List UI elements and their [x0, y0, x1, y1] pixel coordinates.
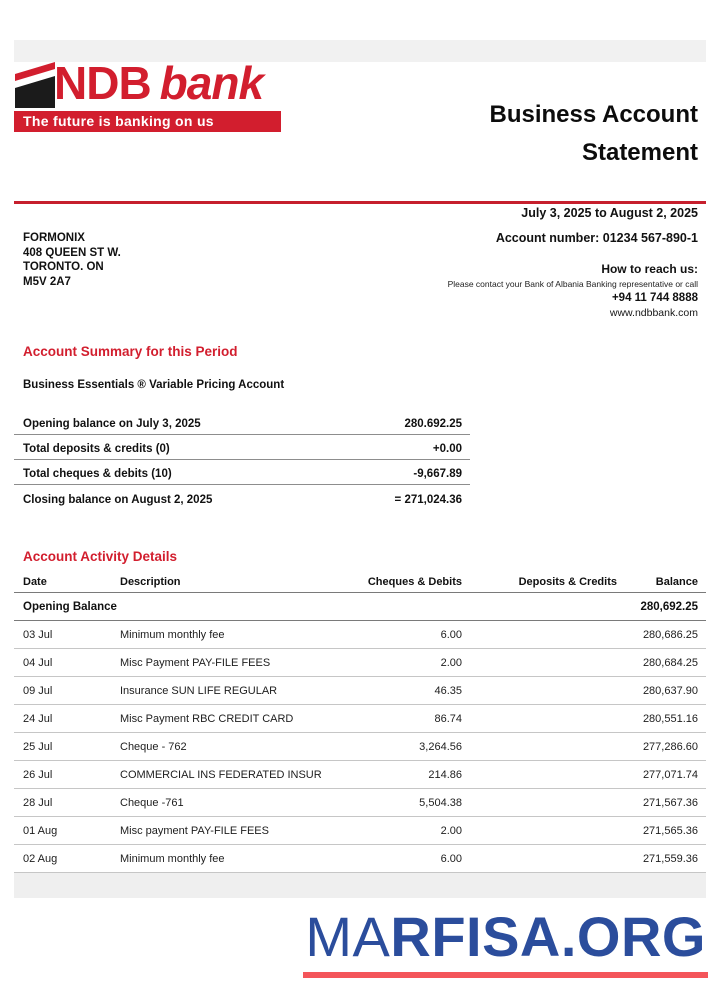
cell-description: Minimum monthly fee [120, 628, 225, 641]
summary-row-deposits [14, 435, 470, 460]
col-credits: Deposits & Credits [518, 575, 617, 588]
customer-address [23, 231, 121, 289]
address-line-3: M5V 2A7 [23, 275, 71, 288]
cell-date: 25 Jul [23, 740, 53, 753]
cell-debit: 6.00 [440, 628, 462, 641]
cell-description: Misc payment PAY-FILE FEES [120, 824, 269, 837]
bank-logo-text [54, 56, 263, 110]
cell-description: Cheque - 762 [120, 740, 187, 753]
account-number: Account number: 01234 567-890-1 [495, 231, 698, 245]
cell-date: 09 Jul [23, 684, 53, 697]
summary-label: Opening balance on July 3, 2025 [23, 418, 201, 430]
cell-debit: 214.86 [428, 768, 462, 781]
statement-period: July 3, 2025 to August 2, 2025 [521, 206, 698, 220]
customer-name: FORMONIX [23, 232, 85, 244]
bank-logo-ndb: NDB [54, 57, 151, 109]
cell-description: COMMERCIAL INS FEDERATED INSUR [120, 768, 322, 781]
document-title-line2: Statement [581, 139, 698, 166]
summary-label: Total cheques & debits (10) [23, 468, 172, 480]
cell-balance: 280,684.25 [642, 656, 698, 669]
summary-heading: Account Summary for this Period [23, 344, 238, 359]
address-line-2: TORONTO. ON [23, 261, 104, 273]
table-row [14, 789, 706, 817]
cell-debit: 6.00 [440, 852, 462, 865]
cell-balance: 280,686.25 [642, 628, 698, 641]
cell-date: 02 Aug [23, 852, 58, 865]
marfisa-logo [303, 905, 708, 978]
cell-description: Minimum monthly fee [120, 852, 225, 865]
activity-heading: Account Activity Details [23, 549, 178, 564]
cell-balance: 280,551.16 [642, 712, 698, 725]
marfisa-logo-light: MA [305, 905, 391, 968]
table-row [14, 677, 706, 705]
ndb-logo-icon-svg [15, 62, 55, 108]
cell-date: 26 Jul [23, 768, 53, 781]
cell-debit: 5,504.38 [419, 796, 462, 809]
cell-balance: 277,286.60 [642, 740, 698, 753]
summary-value: +0.00 [432, 443, 462, 455]
opening-balance-label: Opening Balance [23, 600, 117, 613]
table-end-gray-band [14, 873, 706, 898]
activity-header-row [14, 571, 706, 593]
reach-us-line: Please contact your Bank of Albania Banking representative or call [447, 279, 698, 289]
summary-value: 280.692.25 [404, 418, 462, 430]
marfisa-logo-heavy: RFISA.ORG [390, 905, 706, 968]
cell-date: 01 Aug [23, 824, 58, 837]
reach-us-website: www.ndbbank.com [609, 307, 698, 319]
account-product-name: Business Essentials ® Variable Pricing Account [23, 379, 285, 391]
cell-description: Misc Payment RBC CREDIT CARD [120, 712, 294, 725]
red-divider-rule [14, 201, 706, 204]
opening-balance-value: 280,692.25 [640, 600, 698, 613]
cell-balance: 271,567.36 [642, 796, 698, 809]
summary-row-opening [14, 410, 470, 435]
col-description: Description [120, 575, 181, 588]
address-line-1: 408 QUEEN ST W. [23, 246, 121, 259]
cell-debit: 46.35 [434, 684, 462, 697]
table-row [14, 817, 706, 845]
ndb-logo-icon [15, 62, 55, 113]
opening-balance-row [14, 593, 706, 621]
cell-debit: 2.00 [440, 824, 462, 837]
col-date: Date [23, 575, 47, 588]
summary-row-closing [14, 485, 470, 510]
bank-tagline: The future is banking on us [14, 111, 281, 132]
account-info-block [448, 231, 698, 319]
summary-value: = 271,024.36 [394, 494, 462, 506]
cell-date: 03 Jul [23, 628, 53, 641]
footer-watermark [303, 905, 708, 978]
document-title [490, 96, 699, 172]
summary-value: -9,667.89 [413, 468, 462, 480]
bank-logo-bank: bank [159, 57, 264, 109]
summary-table [14, 410, 470, 510]
table-row [14, 845, 706, 873]
cell-date: 04 Jul [23, 656, 53, 669]
col-balance: Balance [655, 575, 698, 588]
cell-debit: 86.74 [434, 712, 462, 725]
cell-debit: 2.00 [440, 656, 462, 669]
activity-table [14, 571, 706, 898]
cell-balance: 271,559.36 [642, 852, 698, 865]
cell-description: Insurance SUN LIFE REGULAR [120, 684, 278, 697]
table-row [14, 705, 706, 733]
cell-date: 24 Jul [23, 712, 53, 725]
cell-balance: 271,565.36 [642, 824, 698, 837]
table-row [14, 649, 706, 677]
cell-date: 28 Jul [23, 796, 53, 809]
table-row [14, 733, 706, 761]
summary-label: Closing balance on August 2, 2025 [23, 494, 213, 506]
table-row [14, 761, 706, 789]
reach-us-title: How to reach us: [601, 262, 698, 276]
cell-description: Cheque -761 [120, 796, 184, 809]
cell-balance: 280,637.90 [642, 684, 698, 697]
table-row [14, 621, 706, 649]
document-title-line1: Business Account [489, 101, 698, 128]
reach-us-phone: +94 11 744 8888 [611, 292, 698, 304]
summary-row-debits [14, 460, 470, 485]
cell-balance: 277,071.74 [642, 768, 698, 781]
cell-debit: 3,264.56 [419, 740, 462, 753]
summary-label: Total deposits & credits (0) [23, 443, 170, 455]
col-debits: Cheques & Debits [367, 575, 462, 588]
cell-description: Misc Payment PAY-FILE FEES [120, 656, 271, 669]
